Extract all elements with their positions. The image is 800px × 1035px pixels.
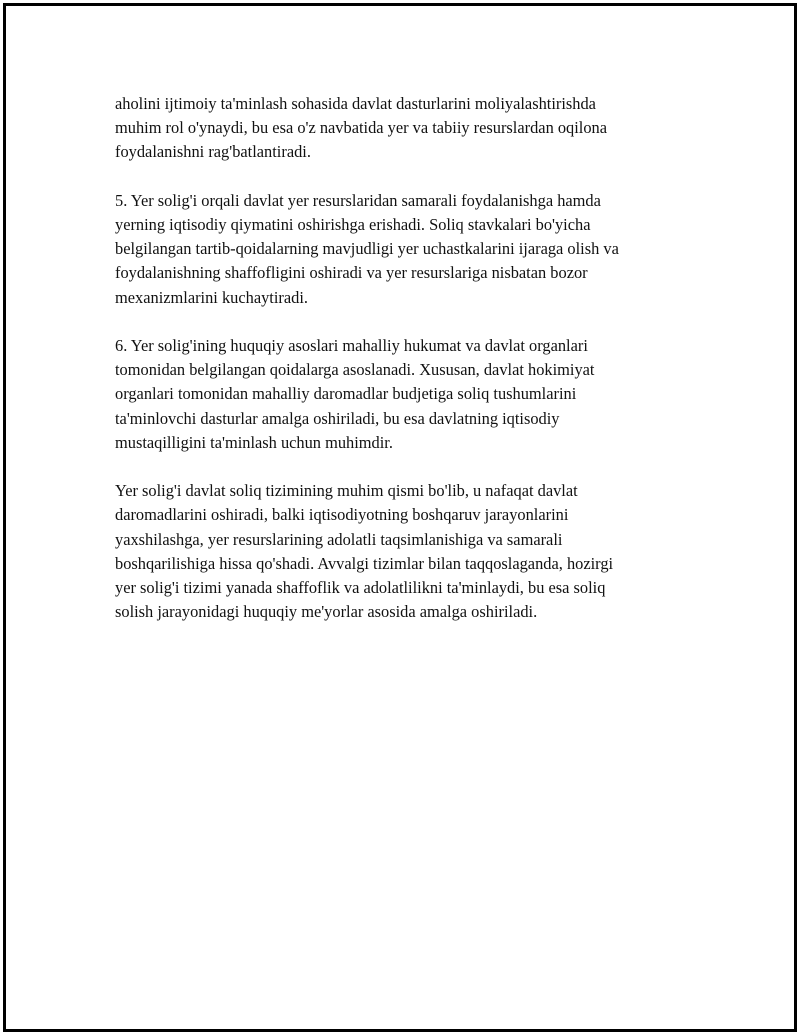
text-line: 5. Yer solig'i orqali davlat yer resurslaridan samarali foydalanishga hamda — [115, 190, 601, 210]
text-line: mexanizmlarini kuchaytiradi. — [115, 287, 308, 307]
document-body — [115, 92, 700, 649]
text-line: yaxshilashga, yer resurslarining adolatli taqsimlanishiga va samarali — [115, 529, 563, 549]
text-line: yerning iqtisodiy qiymatini oshirishga erishadi. Soliq stavkalari bo'yicha — [115, 215, 591, 234]
text-line: boshqarilishiga hissa qo'shadi. Avvalgi tizimlar bilan taqqoslaganda, hozirgi — [115, 553, 614, 573]
text-line: Yer solig'i davlat soliq tizimining muhim qismi bo'lib, u nafaqat davlat — [115, 481, 578, 501]
paragraph-2 — [115, 189, 700, 310]
text-line: aholini ijtimoiy ta'minlash sohasida davlat dasturlarini moliyalashtirishda — [115, 94, 596, 113]
text-line: yer solig'i tizimi yanada shaffoflik va adolatlilikni ta'minlaydi, bu esa soliq — [115, 578, 606, 598]
text-line: daromadlarini oshiradi, balki iqtisodiyotning boshqaruv jarayonlarini — [115, 505, 569, 525]
text-line: foydalanishning shaffofligini oshiradi va yer resurslariga nisbatan bozor — [115, 263, 588, 283]
text-line: muhim rol o'ynaydi, bu esa o'z navbatida yer va tabiiy resurslardan oqilona — [115, 118, 608, 138]
text-line: belgilangan tartib-qoidalarning mavjudligi yer uchastkalarini ijaraga olish va — [115, 239, 619, 259]
text-line: 6. Yer solig'ining huquqiy asoslari mahalliy hukumat va davlat organlari — [115, 336, 588, 355]
text-line: foydalanishni rag'batlantiradi. — [115, 142, 311, 162]
paragraph-1 — [115, 92, 700, 165]
text-line: organlari tomonidan mahalliy daromadlar budjetiga soliq tushumlarini — [115, 384, 577, 404]
paragraph-3 — [115, 334, 700, 455]
paragraph-4 — [115, 479, 700, 624]
text-line: mustaqilligini ta'minlash uchun muhimdir. — [115, 432, 393, 452]
text-line: tomonidan belgilangan qoidalarga asoslanadi. Xususan, davlat hokimiyat — [115, 360, 595, 380]
text-line: ta'minlovchi dasturlar amalga oshiriladi, bu esa davlatning iqtisodiy — [115, 408, 560, 428]
text-line: solish jarayonidagi huquqiy me'yorlar asosida amalga oshiriladi. — [115, 602, 538, 622]
